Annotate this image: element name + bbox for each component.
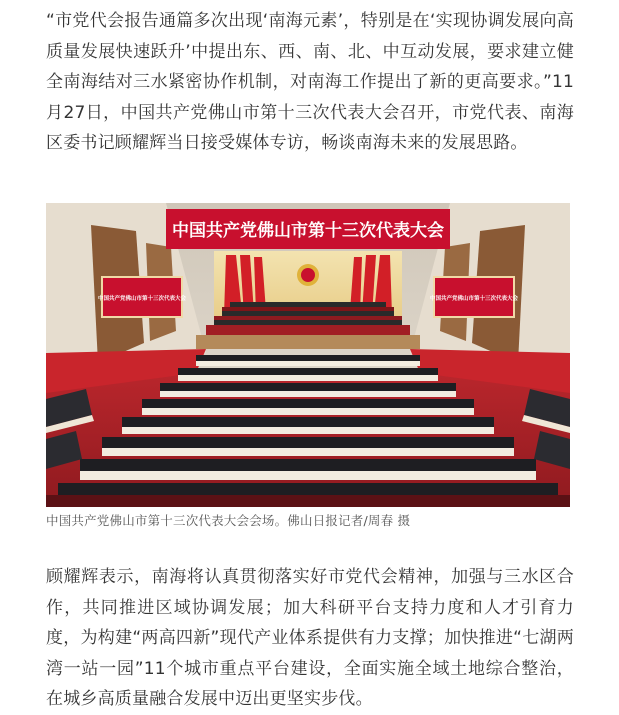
photo-caption: 中国共产党佛山市第十三次代表大会会场。佛山日报记者/周春 摄 [46, 513, 411, 528]
hall-illustration [46, 203, 570, 507]
article-paragraph-body: 顾耀辉表示，南海将认真贯彻落实好市党代会精神，加强与三水区合作，共同推进区域协调发展；加大科研平台支持力度和人才引育力度，为构建“两高四新”现代产业体系提供有力支撑；加快推进“七湖两湾一站一园”11个城市重点平台建设，全面实施全域土地综合整治，在城乡高质量融合发展中迈出更坚实步伐。 [46, 567, 574, 709]
article-paragraph-intro: “市党代会报告通篇多次出现‘南海元素’，特别是在‘实现协调发展向高质量发展快速跃升’中提出东、西、南、北、中互动发展，要求建立健全南海结对三水紧密协作机制，对南海工作提出了新的更高要求。”11月27日，中国共产党佛山市第十三次代表大会召开，市党代表、南海区委书记顾耀辉当日接受媒体专访，畅谈南海未来的发展思路。 [46, 11, 574, 153]
banner-text: 中国共产党佛山市第十三次代表大会 [172, 221, 444, 241]
side-screen-right-text: 中国共产党佛山市第十三次代表大会 [429, 296, 519, 302]
side-screen-left-text: 中国共产党佛山市第十三次代表大会 [97, 296, 187, 302]
conference-hall-photo [46, 203, 570, 507]
